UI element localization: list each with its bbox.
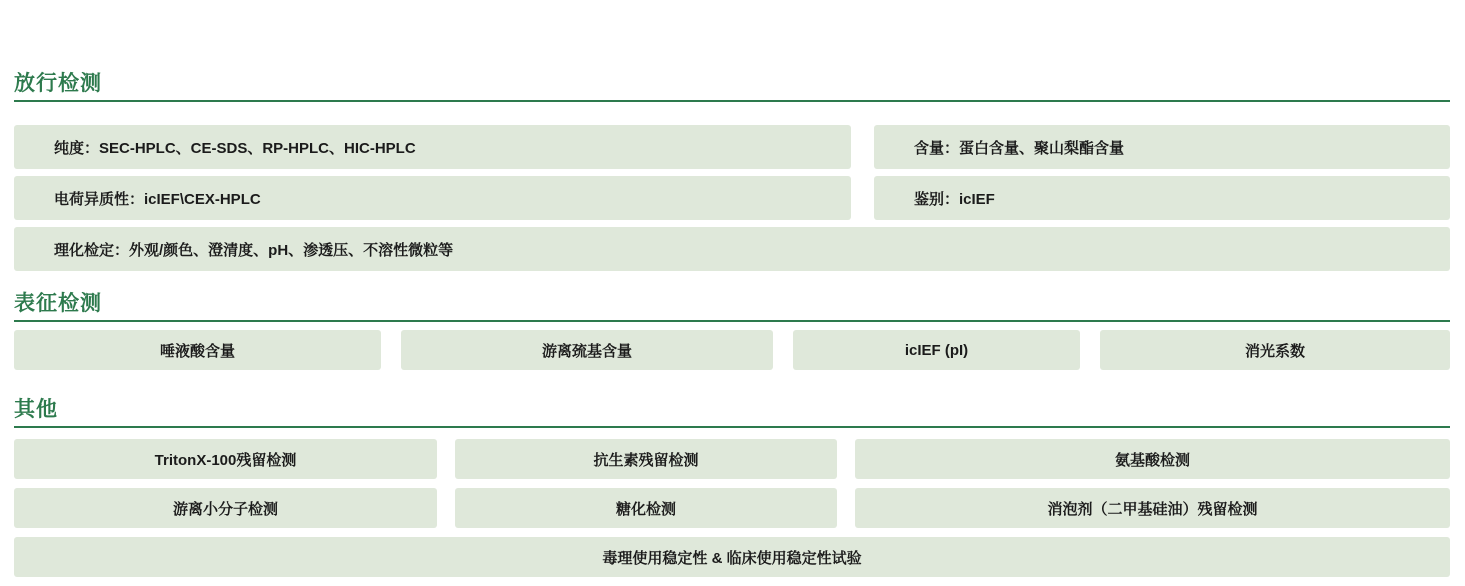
others-section (14, 439, 1450, 577)
box-purity: 纯度：SEC-HPLC、CE-SDS、RP-HPLC、HIC-HPLC (14, 125, 851, 169)
box-free-small-molecule: 游离小分子检测 (14, 488, 437, 528)
box-extinction-coefficient: 消光系数 (1100, 330, 1450, 370)
box-physicochemical: 理化检定：外观/颜色、澄清度、pH、渗透压、不溶性微粒等 (14, 227, 1450, 271)
release-row-2 (14, 176, 1450, 220)
content-area (0, 72, 1465, 577)
section-title-release: 放行检测 (14, 72, 1450, 102)
release-row-3 (14, 227, 1450, 271)
box-amino-acid: 氨基酸检测 (855, 439, 1450, 479)
box-stability-studies: 毒理使用稳定性 & 临床使用稳定性试验 (14, 537, 1450, 577)
characterization-row (14, 330, 1450, 370)
box-charge-heterogeneity: 电荷异质性：icIEF\CEX-HPLC (14, 176, 851, 220)
section-title-others: 其他 (14, 398, 1450, 428)
section-title-characterization: 表征检测 (14, 292, 1450, 322)
others-row-2 (14, 488, 1450, 528)
box-identification: 鉴别：icIEF (874, 176, 1450, 220)
box-sialic-acid: 唾液酸含量 (14, 330, 381, 370)
box-tritonx-residual: TritonX-100残留检测 (14, 439, 437, 479)
characterization-section (14, 330, 1450, 370)
others-row-3 (14, 537, 1450, 577)
box-icief-pi: icIEF (pI) (793, 330, 1080, 370)
box-glycation: 糖化检测 (455, 488, 837, 528)
box-antibiotic-residual: 抗生素残留检测 (455, 439, 837, 479)
box-free-thiol: 游离巯基含量 (401, 330, 773, 370)
box-content-assay: 含量：蛋白含量、聚山梨酯含量 (874, 125, 1450, 169)
box-antifoam-residual: 消泡剂（二甲基硅油）残留检测 (855, 488, 1450, 528)
others-row-1 (14, 439, 1450, 479)
release-row-1 (14, 125, 1450, 169)
release-section (14, 125, 1450, 271)
